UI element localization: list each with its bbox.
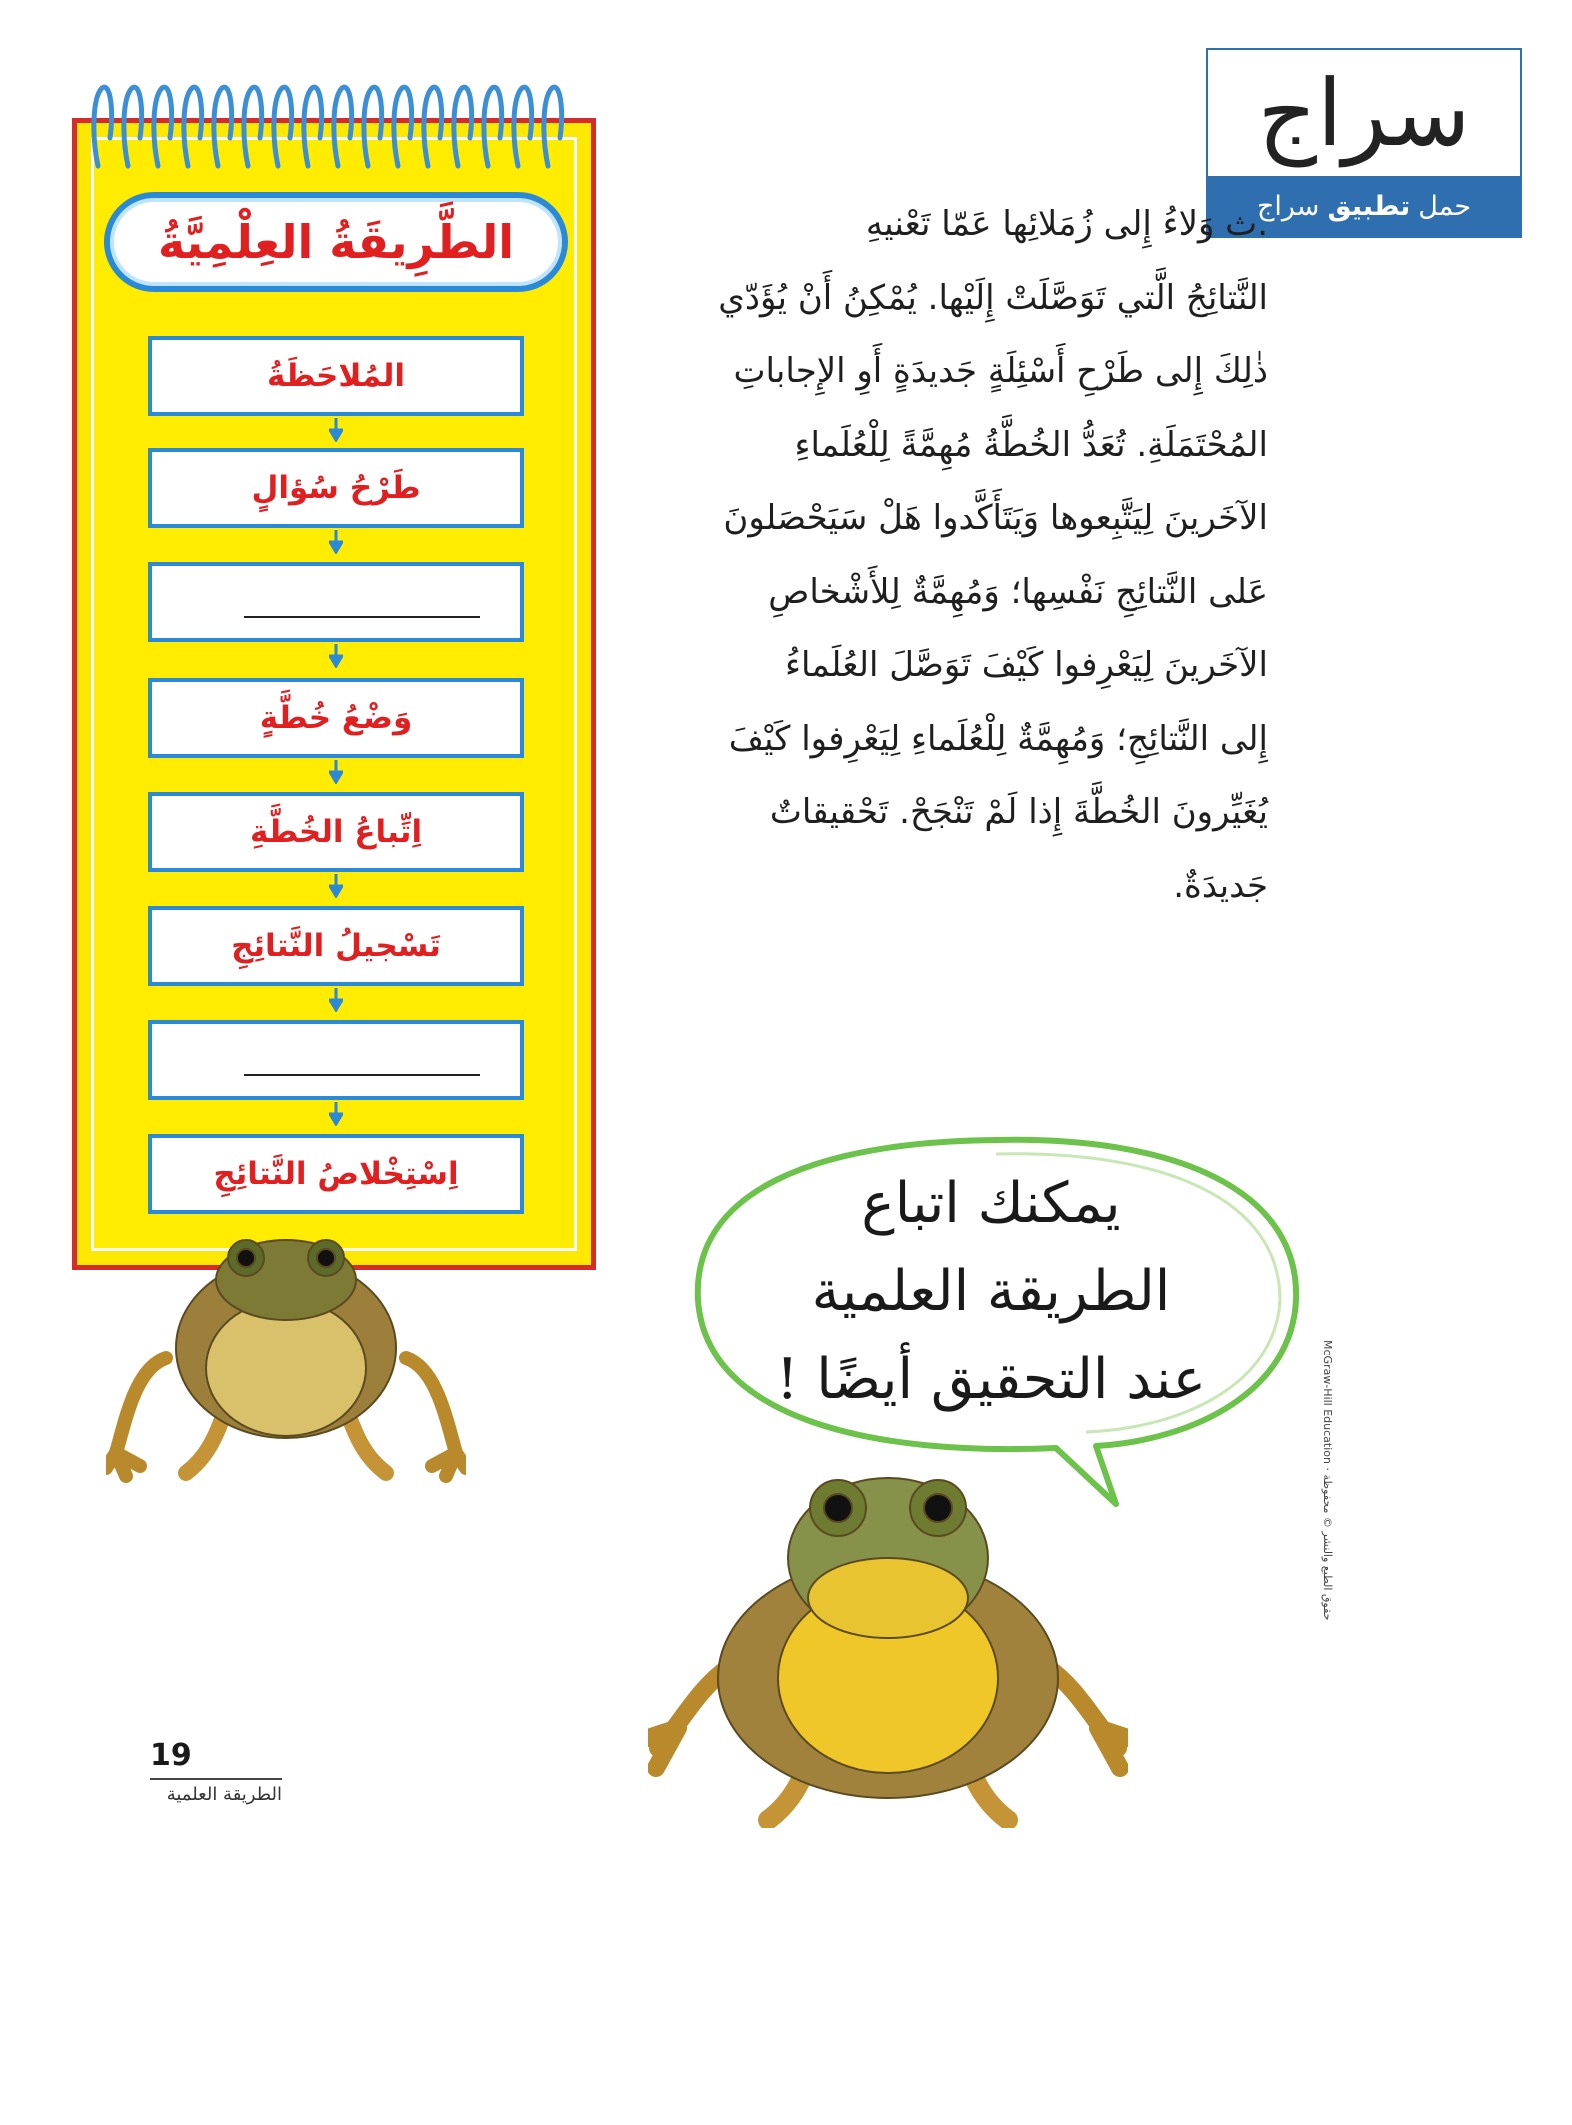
- blank-answer-line: [244, 616, 480, 618]
- siraj-bar-bold: تطبيق: [1327, 190, 1411, 222]
- paragraph-line: إِلى النَّتائِجِ؛ وَمُهِمَّةٌ لِلْعُلَماءِ لِيَعْرِفوا كَيْفَ: [728, 718, 1268, 759]
- step-blank-fill-in[interactable]: [148, 1020, 524, 1100]
- step-draw-conclusions: اِسْتِخْلاصُ النَّتائِجِ: [148, 1134, 524, 1214]
- paragraph-line: ذٰلِكَ إِلى طَرْحِ أَسْئِلَةٍ جَديدَةٍ أَوِ الإِجاباتِ: [733, 351, 1268, 391]
- speech-bubble-text: [736, 1160, 1246, 1450]
- arrow-down-icon: [329, 1102, 343, 1126]
- step-ask-question: طَرْحُ سُؤالٍ: [148, 448, 524, 528]
- paragraph-line: جَديدَةٌ.: [1173, 865, 1268, 906]
- step-make-plan: وَضْعُ خُطَّةٍ: [148, 678, 524, 758]
- notebook-spiral-icon: [88, 78, 568, 170]
- arrow-down-icon: [329, 418, 343, 442]
- paragraph-line: الآخَرينَ لِيَتَّبِعوها وَيَتَأَكَّدوا هَلْ سَيَحْصَلونَ: [723, 498, 1268, 538]
- body-paragraph: [600, 188, 1268, 923]
- step-observation: المُلاحَظَةُ: [148, 336, 524, 416]
- siraj-bar-name: سراج: [1256, 190, 1320, 222]
- step-follow-plan: اِتِّباعُ الخُطَّةِ: [148, 792, 524, 872]
- arrow-down-icon: [329, 644, 343, 668]
- paragraph-line: النَّتائِجُ الَّتي تَوَصَّلَتْ إِلَيْها. يُمْكِنُ أَنْ يُؤَدّي: [718, 277, 1268, 318]
- footer-divider: [150, 1778, 282, 1780]
- step-record-results: تَسْجيلُ النَّتائِجِ: [148, 906, 524, 986]
- blank-answer-line: [244, 1074, 480, 1076]
- paragraph-line: الآخَرينَ لِيَعْرِفوا كَيْفَ تَوَصَّلَ العُلَماءُ: [785, 645, 1268, 685]
- siraj-bar-verb: حمل: [1418, 190, 1472, 222]
- paragraph-line: المُحْتَمَلَةِ. تُعَدُّ الخُطَّةُ مُهِمَّةً لِلْعُلَماءِ: [794, 424, 1268, 465]
- page-number: 19: [150, 1738, 192, 1773]
- frog-image: [648, 1448, 1128, 1828]
- arrow-down-icon: [329, 988, 343, 1012]
- siraj-logo: سراج: [1257, 59, 1471, 167]
- arrow-down-icon: [329, 530, 343, 554]
- bubble-line: عند التحقيق أيضًا !: [776, 1347, 1206, 1412]
- bubble-line: يمكنك اتباع: [861, 1171, 1121, 1236]
- paragraph-line: يُغَيِّرونَ الخُطَّةَ إِذا لَمْ تَنْجَحْ. تَحْقيقاتٌ: [769, 792, 1268, 832]
- frog-image: [106, 1218, 466, 1488]
- bubble-line: الطريقة العلمية: [811, 1259, 1171, 1324]
- arrow-down-icon: [329, 874, 343, 898]
- copyright-credit: McGraw-Hill Education · حقوق الطبع والنشر © محفوظة: [1321, 1340, 1334, 1621]
- notebook-title: الطَّرِيقَةُ العِلْمِيَّةُ: [104, 192, 568, 292]
- footer-chapter-label: الطريقة العلمية: [166, 1784, 282, 1805]
- paragraph-line: .ث وَلاءُ إِلى زُمَلائِها عَمّا تَعْنيهِ: [865, 204, 1268, 244]
- step-blank-fill-in[interactable]: [148, 562, 524, 642]
- paragraph-line: عَلى النَّتائِجِ نَفْسِها؛ وَمُهِمَّةٌ لِلأَشْخاصِ: [768, 571, 1268, 612]
- arrow-down-icon: [329, 760, 343, 784]
